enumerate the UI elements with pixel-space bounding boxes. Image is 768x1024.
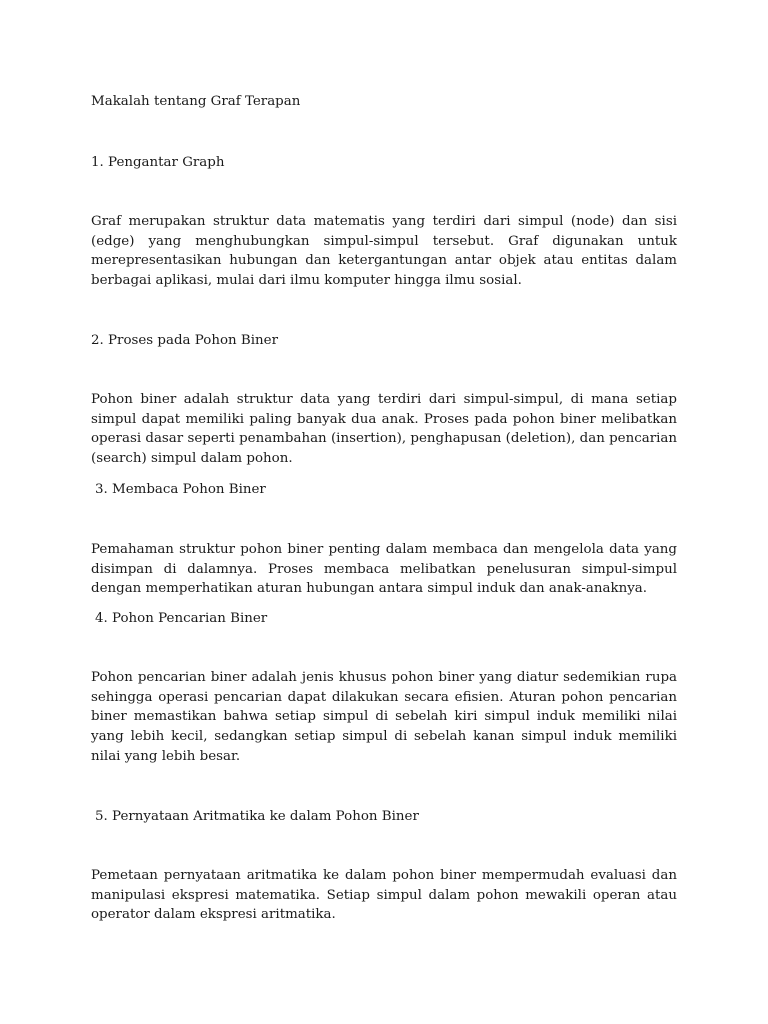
section-3-heading: 3. Membaca Pohon Biner [95,482,266,497]
section-3-body: Pemahaman struktur pohon biner penting dalam membaca dan mengelola data yang disimpan di dalamnya. Proses membaca melibatkan penelusuran simpul-simpul dengan memperhatikan aturan hubungan antara simpul induk dan anak-anaknya. [91,542,677,597]
section-2-body: Pohon biner adalah struktur data yang terdiri dari simpul-simpul, di mana setiap simpul dapat memiliki paling banyak dua anak. Proses pada pohon biner melibatkan operasi dasar seperti penambahan (insertion), penghapusan (deletion), dan pencarian (search) simpul dalam pohon. [91,392,677,467]
section-1-heading: 1. Pengantar Graph [91,155,225,170]
section-2-heading: 2. Proses pada Pohon Biner [91,333,278,348]
section-5-body: Pemetaan pernyataan aritmatika ke dalam pohon biner mempermudah evaluasi dan manipulasi ekspresi matematika. Setiap simpul dalam pohon mewakili operan atau operator dalam ekspresi aritmatika. [91,868,677,923]
document-title: Makalah tentang Graf Terapan [91,94,301,109]
section-1-body: Graf merupakan struktur data matematis yang terdiri dari simpul (node) dan sisi (edge) yang menghubungkan simpul-simpul tersebut. Graf digunakan untuk merepresentasikan hubungan dan ketergantungan antar objek atau entitas dalam berbagai aplikasi, mulai dari ilmu komputer hingga ilmu sosial. [91,214,677,289]
section-4-body: Pohon pencarian biner adalah jenis khusus pohon biner yang diatur sedemikian rupa sehingga operasi pencarian dapat dilakukan secara efisien. Aturan pohon pencarian biner memastikan bahwa setiap simpul di sebelah kiri simpul induk memiliki nilai yang lebih kecil, sedangkan setiap simpul di sebelah kanan simpul induk memiliki nilai yang lebih besar. [91,670,677,764]
section-5-heading: 5. Pernyataan Aritmatika ke dalam Pohon Biner [95,809,419,824]
section-4-heading: 4. Pohon Pencarian Biner [95,611,268,626]
